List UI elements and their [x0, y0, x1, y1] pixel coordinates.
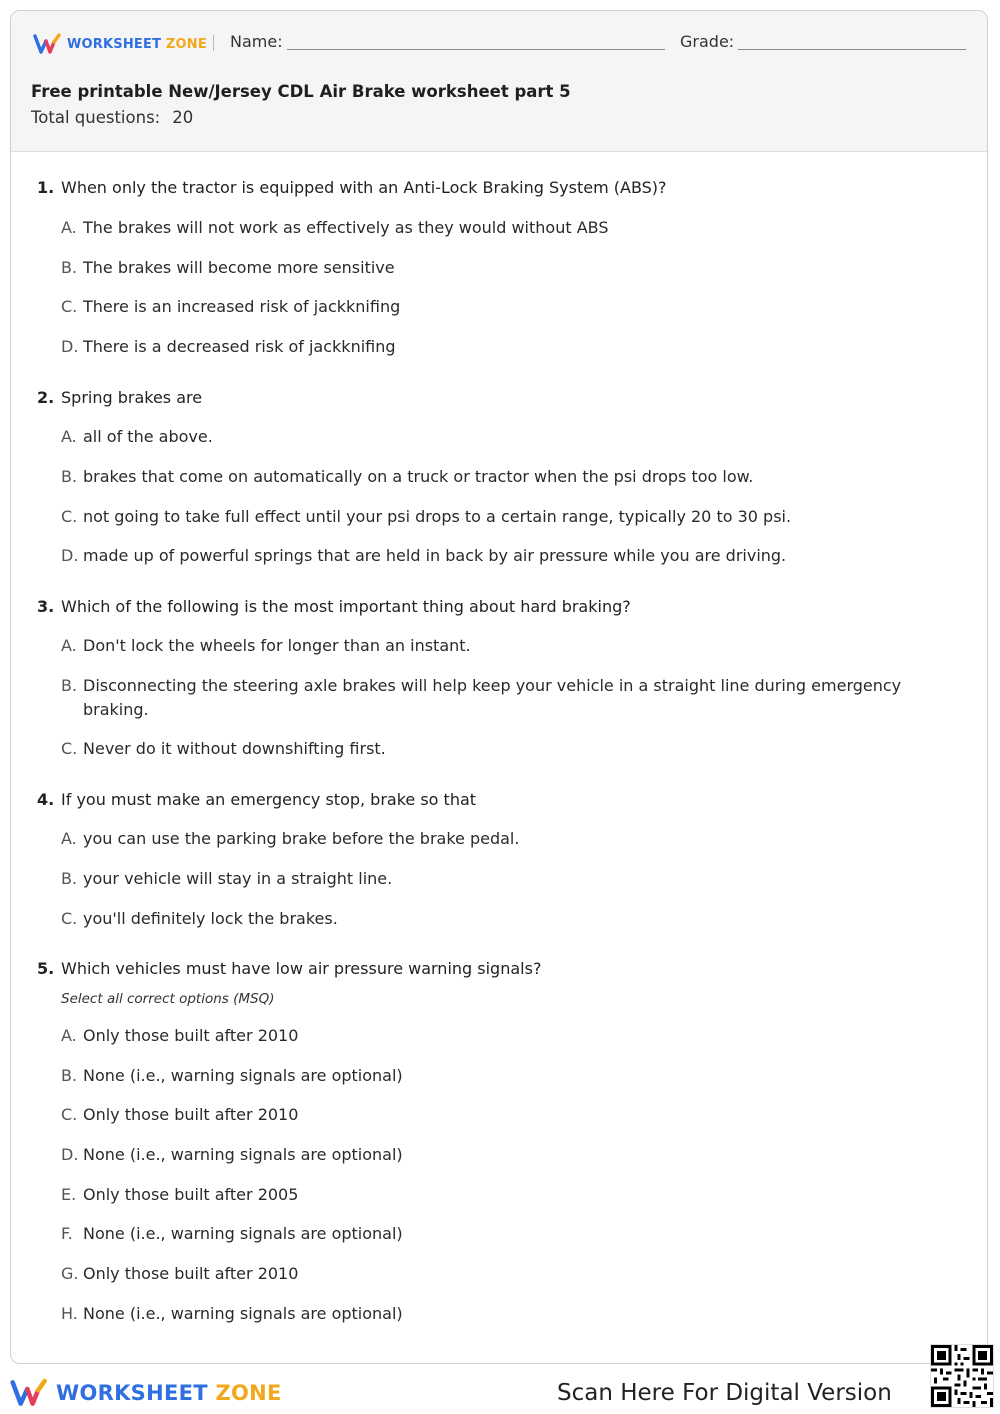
option-text: Don't lock the wheels for longer than an instant. — [83, 636, 471, 655]
option-letter: H. — [61, 1304, 78, 1323]
brand-logo — [33, 33, 207, 55]
option-text: The brakes will become more sensitive — [83, 258, 395, 277]
option-text: you'll definitely lock the brakes. — [83, 909, 338, 928]
option-1c[interactable] — [61, 295, 903, 319]
option-2d[interactable] — [61, 544, 903, 568]
option-5h[interactable] — [61, 1302, 903, 1326]
logo-word-zone: ZONE — [165, 36, 207, 52]
option-text: Only those built after 2010 — [83, 1105, 299, 1124]
option-text: Disconnecting the steering axle brakes will help keep your vehicle in a straight line during emergency braking. — [83, 676, 902, 719]
option-5f[interactable] — [61, 1222, 903, 1246]
question-4 — [37, 790, 476, 809]
option-letter: B. — [61, 676, 78, 695]
scan-text: Scan Here For Digital Version — [557, 1380, 892, 1406]
option-5d[interactable] — [61, 1143, 903, 1167]
option-letter: C. — [61, 739, 78, 758]
option-2b[interactable] — [61, 465, 903, 489]
option-letter: D. — [61, 1145, 79, 1164]
option-text: made up of powerful springs that are held in back by air pressure while you are driving. — [83, 546, 787, 565]
option-text: None (i.e., warning signals are optional) — [83, 1145, 403, 1164]
option-1d[interactable] — [61, 335, 903, 359]
option-5e[interactable] — [61, 1183, 903, 1207]
grade-field[interactable] — [738, 49, 966, 50]
logo-text — [67, 37, 207, 52]
worksheet-header — [11, 11, 987, 152]
option-letter: B. — [61, 258, 78, 277]
question-number: 4. — [37, 790, 55, 809]
option-text: you can use the parking brake before the brake pedal. — [83, 829, 520, 848]
option-4c[interactable] — [61, 907, 903, 931]
question-text: When only the tractor is equipped with an Anti-Lock Braking System (ABS)? — [61, 178, 667, 197]
option-letter: C. — [61, 1105, 78, 1124]
total-questions — [31, 108, 193, 127]
grade-label: Grade: — [680, 32, 735, 51]
option-text: Never do it without downshifting first. — [83, 739, 386, 758]
option-text: Only those built after 2005 — [83, 1185, 299, 1204]
question-text: Which vehicles must have low air pressure warning signals? — [61, 959, 542, 978]
option-letter: A. — [61, 427, 77, 446]
option-letter: C. — [61, 507, 78, 526]
option-text: None (i.e., warning signals are optional) — [83, 1224, 403, 1243]
option-3c[interactable] — [61, 737, 903, 761]
question-number: 1. — [37, 178, 55, 197]
logo-word-worksheet: WORKSHEET — [67, 36, 162, 52]
footer-logo-text — [56, 1381, 282, 1405]
option-letter: D. — [61, 546, 79, 565]
logo-w-icon — [10, 1378, 50, 1408]
worksheet-title: Free printable New/Jersey CDL Air Brake worksheet part 5 — [31, 82, 571, 101]
logo-w-icon — [33, 33, 63, 55]
option-letter: G. — [61, 1264, 79, 1283]
option-text: None (i.e., warning signals are optional) — [83, 1066, 403, 1085]
option-5g[interactable] — [61, 1262, 903, 1286]
option-2a[interactable] — [61, 425, 903, 449]
option-2c[interactable] — [61, 505, 903, 529]
question-text: Spring brakes are — [61, 388, 203, 407]
option-letter: D. — [61, 337, 79, 356]
total-value: 20 — [172, 108, 194, 127]
question-number: 5. — [37, 959, 55, 978]
question-1 — [37, 178, 667, 197]
question-text: Which of the following is the most important thing about hard braking? — [61, 597, 631, 616]
option-text: your vehicle will stay in a straight line. — [83, 869, 393, 888]
option-letter: E. — [61, 1185, 77, 1204]
question-number: 2. — [37, 388, 55, 407]
option-letter: A. — [61, 636, 77, 655]
option-letter: B. — [61, 467, 78, 486]
option-text: There is an increased risk of jackknifing — [83, 297, 401, 316]
worksheet-sheet — [10, 10, 988, 1364]
name-field[interactable] — [287, 49, 665, 50]
question-number: 3. — [37, 597, 55, 616]
option-text: not going to take full effect until your psi drops to a certain range, typically 20 to 30 psi. — [83, 507, 792, 526]
option-letter: A. — [61, 829, 77, 848]
option-5c[interactable] — [61, 1103, 903, 1127]
option-1a[interactable] — [61, 216, 903, 240]
question-3 — [37, 597, 631, 616]
question-text: If you must make an emergency stop, brake so that — [61, 790, 477, 809]
option-1b[interactable] — [61, 256, 903, 280]
option-text: There is a decreased risk of jackknifing — [83, 337, 396, 356]
footer-logo — [10, 1378, 282, 1408]
option-text: brakes that come on automatically on a truck or tractor when the psi drops too low. — [83, 467, 754, 486]
footer-logo-word-worksheet: WORKSHEET — [56, 1381, 208, 1405]
total-label: Total questions: — [31, 108, 161, 127]
option-text: all of the above. — [83, 427, 213, 446]
option-4a[interactable] — [61, 827, 903, 851]
option-5a[interactable] — [61, 1024, 903, 1048]
footer-logo-word-zone: ZONE — [215, 1381, 282, 1405]
option-letter: C. — [61, 297, 78, 316]
option-text: Only those built after 2010 — [83, 1026, 299, 1045]
option-5b[interactable] — [61, 1064, 903, 1088]
qr-code-icon[interactable] — [930, 1344, 994, 1408]
option-4b[interactable] — [61, 867, 903, 891]
msq-note: Select all correct options (MSQ) — [61, 991, 275, 1007]
option-text: None (i.e., warning signals are optional) — [83, 1304, 403, 1323]
question-2 — [37, 388, 202, 407]
header-divider — [213, 35, 214, 51]
option-text: Only those built after 2010 — [83, 1264, 299, 1283]
option-3b[interactable] — [61, 674, 903, 722]
option-letter: A. — [61, 218, 77, 237]
option-text: The brakes will not work as effectively as they would without ABS — [83, 218, 609, 237]
option-letter: A. — [61, 1026, 77, 1045]
option-3a[interactable] — [61, 634, 903, 658]
option-letter: C. — [61, 909, 78, 928]
option-letter: B. — [61, 869, 78, 888]
page-footer — [0, 1364, 1000, 1414]
option-letter: B. — [61, 1066, 78, 1085]
option-letter: F. — [61, 1224, 73, 1243]
question-5 — [37, 959, 541, 978]
name-label: Name: — [230, 32, 283, 51]
